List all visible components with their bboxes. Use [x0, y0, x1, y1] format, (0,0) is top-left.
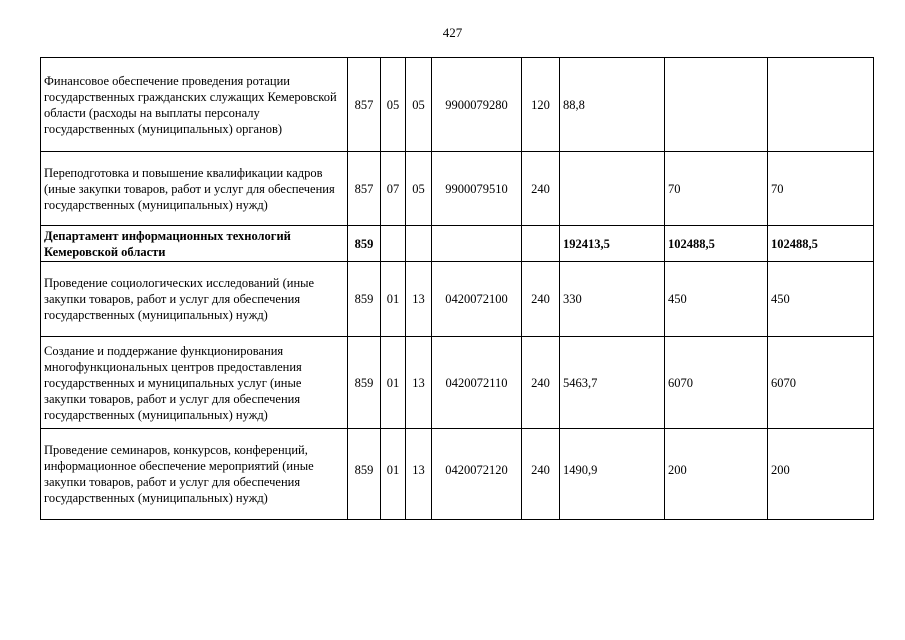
- amount-year-3: 70: [768, 152, 874, 226]
- expense-type-code: 240: [522, 152, 560, 226]
- section-code: 05: [381, 58, 406, 152]
- subsection-code: 13: [406, 262, 432, 337]
- expense-type-code: 240: [522, 262, 560, 337]
- amount-year-1: 330: [560, 262, 665, 337]
- subsection-code: 05: [406, 152, 432, 226]
- grbs-code: 859: [348, 337, 381, 429]
- subsection-code: 13: [406, 429, 432, 520]
- target-article-code: 9900079510: [432, 152, 522, 226]
- budget-table: [40, 57, 874, 520]
- subsection-code: [406, 226, 432, 262]
- table-row: [41, 226, 874, 262]
- expense-type-code: 120: [522, 58, 560, 152]
- amount-year-3: 102488,5: [768, 226, 874, 262]
- amount-year-2: [665, 58, 768, 152]
- table-row: [41, 262, 874, 337]
- grbs-code: 859: [348, 226, 381, 262]
- amount-year-2: 450: [665, 262, 768, 337]
- amount-year-2: 6070: [665, 337, 768, 429]
- expense-type-code: [522, 226, 560, 262]
- subsection-code: 05: [406, 58, 432, 152]
- amount-year-1: 5463,7: [560, 337, 665, 429]
- target-article-code: 0420072110: [432, 337, 522, 429]
- target-article-code: 0420072120: [432, 429, 522, 520]
- amount-year-3: [768, 58, 874, 152]
- expense-type-code: 240: [522, 429, 560, 520]
- target-article-code: [432, 226, 522, 262]
- page-number: 427: [442, 25, 463, 40]
- section-code: 01: [381, 262, 406, 337]
- row-name: Создание и поддержание функционирования многофункциональных центров предоставления государственных и муниципальных услуг (иные закупки товаров, работ и услуг для обеспечения государственных (муниципальных) нужд): [41, 337, 348, 429]
- grbs-code: 859: [348, 429, 381, 520]
- amount-year-1: 88,8: [560, 58, 665, 152]
- amount-year-1: 1490,9: [560, 429, 665, 520]
- section-code: 01: [381, 337, 406, 429]
- expense-type-code: 240: [522, 337, 560, 429]
- row-name: Финансовое обеспечение проведения ротации государственных гражданских служащих Кемеровской области (расходы на выплаты персоналу государственных (муниципальных) органов): [41, 58, 348, 152]
- table-row: [41, 58, 874, 152]
- target-article-code: 9900079280: [432, 58, 522, 152]
- amount-year-3: 450: [768, 262, 874, 337]
- table-row: [41, 152, 874, 226]
- amount-year-2: 200: [665, 429, 768, 520]
- amount-year-1: [560, 152, 665, 226]
- amount-year-2: 102488,5: [665, 226, 768, 262]
- section-code: 01: [381, 429, 406, 520]
- grbs-code: 857: [348, 152, 381, 226]
- grbs-code: 859: [348, 262, 381, 337]
- grbs-code: 857: [348, 58, 381, 152]
- subsection-code: 13: [406, 337, 432, 429]
- section-code: [381, 226, 406, 262]
- table-row: [41, 429, 874, 520]
- section-code: 07: [381, 152, 406, 226]
- table-row: [41, 337, 874, 429]
- amount-year-3: 6070: [768, 337, 874, 429]
- amount-year-2: 70: [665, 152, 768, 226]
- row-name: Проведение семинаров, конкурсов, конференций, информационное обеспечение мероприятий (иные закупки товаров, работ и услуг для обеспечения государственных (муниципальных) нужд): [41, 429, 348, 520]
- row-name: Переподготовка и повышение квалификации кадров (иные закупки товаров, работ и услуг для обеспечения государственных (муниципальных) нужд): [41, 152, 348, 226]
- target-article-code: 0420072100: [432, 262, 522, 337]
- amount-year-3: 200: [768, 429, 874, 520]
- row-name: Проведение социологических исследований (иные закупки товаров, работ и услуг для обеспечения государственных (муниципальных) нужд): [41, 262, 348, 337]
- amount-year-1: 192413,5: [560, 226, 665, 262]
- department-name: Департамент информационных технологий Кемеровской области: [41, 226, 348, 262]
